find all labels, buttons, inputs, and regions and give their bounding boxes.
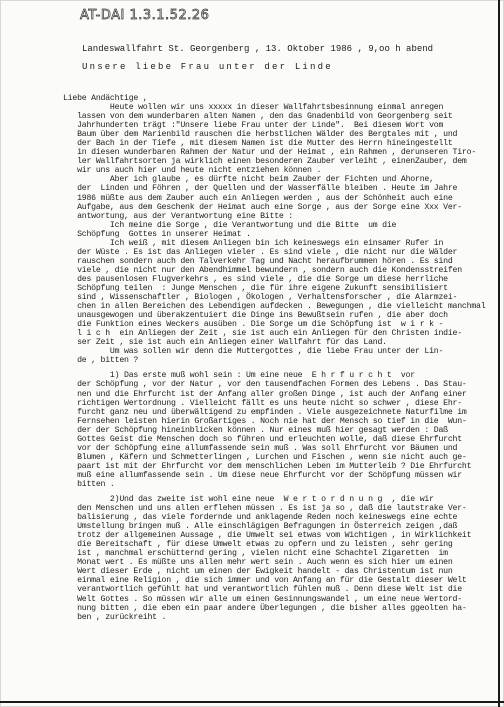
body-line: der der Schöpfung hineinblicken können . Nur eines muß hier gesagt werden : Daß [63, 425, 448, 435]
body-line: der Wüste . Es ist das Anliegen vieler . Es sind viele , die nicht nur die Wälder [63, 247, 458, 257]
body-line: Baum über dem Marienbild rauschen die herbstlichen Wälder des Bergtales mit , und [63, 130, 458, 140]
body-line: einmal eine Religion , die sich immer und von Anfang an für die Gestalt dieser Welt [63, 576, 467, 586]
body-line: wir uns auch hier und heute nicht entziehen können . [63, 166, 322, 176]
body-line: chen in allen Bereichen des Lebendigen aufdecken . Bewegungen , die vielleicht manchmal [63, 302, 486, 312]
body-line: Aber ich glaube , es dürfte nicht beim Zauber der Fichten und Ahorne, [63, 175, 434, 185]
body-line: Fernsehen leisten hierin Großartiges . Noch nie hat der Mensch so tief in die Wun- [63, 416, 467, 426]
body-line: der Linden und Föhren , der Quellen und der Wasserfälle bleiben . Heute im Jahre [63, 184, 458, 194]
body-line: Liebe Andächtige , [63, 94, 148, 103]
body-line: in diesen wunderbaren Rahmen der Natur und der Heimat , ein Rahmen , derunseren Tiro- [63, 148, 477, 158]
body-line: Aufgabe, aus dem Geschenk der Heimat auch eine Sorge , aus der Sorge eine Xxx Ver- [63, 202, 462, 212]
body-line: sind , Wissenschaftler , Biologen , Ökologen , Verhaltensforscher , die Alarmzei- [63, 293, 458, 303]
body-line: rauschen sondern auch den Talverkehr Tag und Nacht heraufbrummen hören . Es sind [63, 256, 453, 266]
body-line: Monat wert . Es müßte uns allen mehr wert sein . Auch wenn es sich hier um einen [63, 558, 453, 568]
body-line: unausgewogen und überakzentuiert die Dinge ins Bewußtsein rufen , die aber doch [63, 311, 448, 321]
body-line: ler Wallfahrtsorten ja wirklich einen besonderen Zauber verleiht , einenZauber, dem [63, 157, 467, 167]
body-line: ist , manchmal erschütternd gering , vielen nicht eine Schachtel Zigaretten im [63, 549, 448, 559]
page-edge-bottom [0, 701, 504, 703]
body-line: Ich meine die Sorge , die Verantwortung und die Bitte um die [63, 220, 397, 230]
body-line: muß eine allumfassende sein . Um diese neue Ehrfurcht vor der Schöpfung müssen wir [63, 470, 462, 480]
body-line: de , bitten ? [63, 356, 139, 366]
body-line: die Funktion eines Weckers ausüben . Die Sorge um die Schöpfung ist w i r k - [63, 320, 444, 330]
body-line: Welt Gottes . So müssen wir alle um einen Gesinnungswandel , um eine neue Wertord- [63, 594, 462, 604]
body-line: l i c h ein Anliegen der Zeit , sie ist auch ein Anliegen für den Christen indie- [63, 329, 462, 339]
body-line: richtigen Wertordnung . Vielleicht fällt es uns heute nicht so schwer , diese Ehr- [63, 398, 462, 408]
body-line: nen und die Ehrfurcht ist der Anfang aller großen Dinge , ist auch der Anfang einer [63, 389, 467, 399]
body-line: Ich weiß , mit diesem Anliegen bin ich keineswegs ein einsamer Rufer in [63, 238, 444, 248]
body-line: der Bach in der Tiefe , mit diesem Namen ist die Mutter des Herrn hineingestellt [63, 139, 453, 149]
archive-stamp: AT-DAI 1.3.1.52.26 [80, 8, 210, 23]
body-line: Heute wollen wir uns xxxxx in dieser Wallfahrtsbesinnung einmal anregen [63, 103, 444, 113]
body-line: vor der Schöpfung eine allumfassende sein muß . Was soll Ehrfurcht vor Bäumen und [63, 443, 458, 453]
body-line: antwortung, aus der Verantwortung eine Bitte : [63, 211, 293, 221]
body-line: verantwortlich gefühlt hat und verantwortlich fühlen muß . Denn diese Welt ist die [63, 585, 462, 595]
body-line: balisierung , das viele fordernde und anklagende Reden noch keineswegs eine echte [63, 513, 458, 523]
body-line: Um was sollen wir denn die Muttergottes , die liebe Frau unter der Lin- [63, 347, 444, 357]
body-line: die Bereitschaft , für diese Umwelt etwas zu opfern und zu leisten , sehr gering [63, 540, 453, 550]
body-line: paart ist mit der Ehrfurcht vor dem menschlichen Leben im Mutterleib ? Die Ehrfurcht [63, 461, 472, 471]
body-line: 2)Und das zweite ist wohl eine neue W e r t o r d n u n g , die wir [63, 495, 434, 505]
body-line: viele , die nicht nur den Abendhimmel bewundern , sondern auch die Kondensstreifen [63, 265, 462, 275]
body-line: Wert dieser Erde , nicht um einen der Ewigkeit handelt - das Christentum ist nun [63, 567, 453, 577]
body-line: furcht ganz neu und überwältigend zu empfinden . Viele ausgezeichnete Naturfilme im [63, 407, 467, 417]
body-line: des pausenlosen Flugverkehrs , es sind viele , die die Sorge um diese herrliche [63, 274, 448, 284]
body-line: den Menschen und uns allen erflehen müssen . Es ist ja so , daß die lautstrake Ver- [63, 504, 467, 514]
body-line: Gottes Geist die Menschen doch so führen und erleuchten wolle, daß diese Ehrfurcht [63, 434, 462, 444]
body-line: 1) Das erste muß wohl sein : Um eine neue E h r f u r c h t vor [63, 371, 415, 381]
theme-line: Unsere liebe Frau unter der Linde [82, 62, 333, 72]
body-line: Schöpfung Gottes in unserer Heimat . [63, 229, 251, 239]
body-line: trotz der allgemeinen Aussage , die Umwelt sei etwas vom Wichtigen , in Wirklichkeit [63, 531, 472, 541]
body-line: Jahrhunderten trägt :"Unsere liebe Frau unter der Linde". Bei diesem Wort vom [63, 121, 444, 131]
sermon-body [63, 94, 493, 622]
body-line: ser Zeit , sie ist auch ein Anliegen einer Wallfahrt für das Land. [63, 338, 387, 348]
page-edge-right [498, 0, 500, 707]
body-line: bitten . [63, 479, 115, 489]
event-line: Landeswallfahrt St. Georgenberg , 13. Oktober 1986 , 9,oo h abend [82, 44, 434, 54]
body-line: lassen von dem wunderbaren alten Namen , den das Gnadenbild von Georgenberg seit [63, 112, 453, 122]
body-line: der Schöpfung , vor der Natur , vor den tausendfachen Formen des Lebens . Das Stau- [63, 380, 467, 390]
body-line: 1986 müßte aus dem Zauber auch ein Anliegen werden , aus der Schönheit auch eine [63, 193, 453, 203]
body-line: ben , zurückreiht . [63, 612, 167, 622]
body-line: Schöpfung teilen : Junge Menschen , die für ihre eigene Zukunft sensibilisiert [63, 283, 448, 293]
body-line: nung bitten , die eben ein paar andere Überlegungen , die bisher alles ggeolten ha- [63, 603, 467, 613]
body-line: Umstellung bringen muß . Alle einschlägigen Befragungen in Österreich zeigen ,daß [63, 522, 458, 532]
body-line: Blumen , Käfern und Schmetterlingen , Lurchen und Fischen , wenn sie nicht auch ge- [63, 452, 467, 462]
